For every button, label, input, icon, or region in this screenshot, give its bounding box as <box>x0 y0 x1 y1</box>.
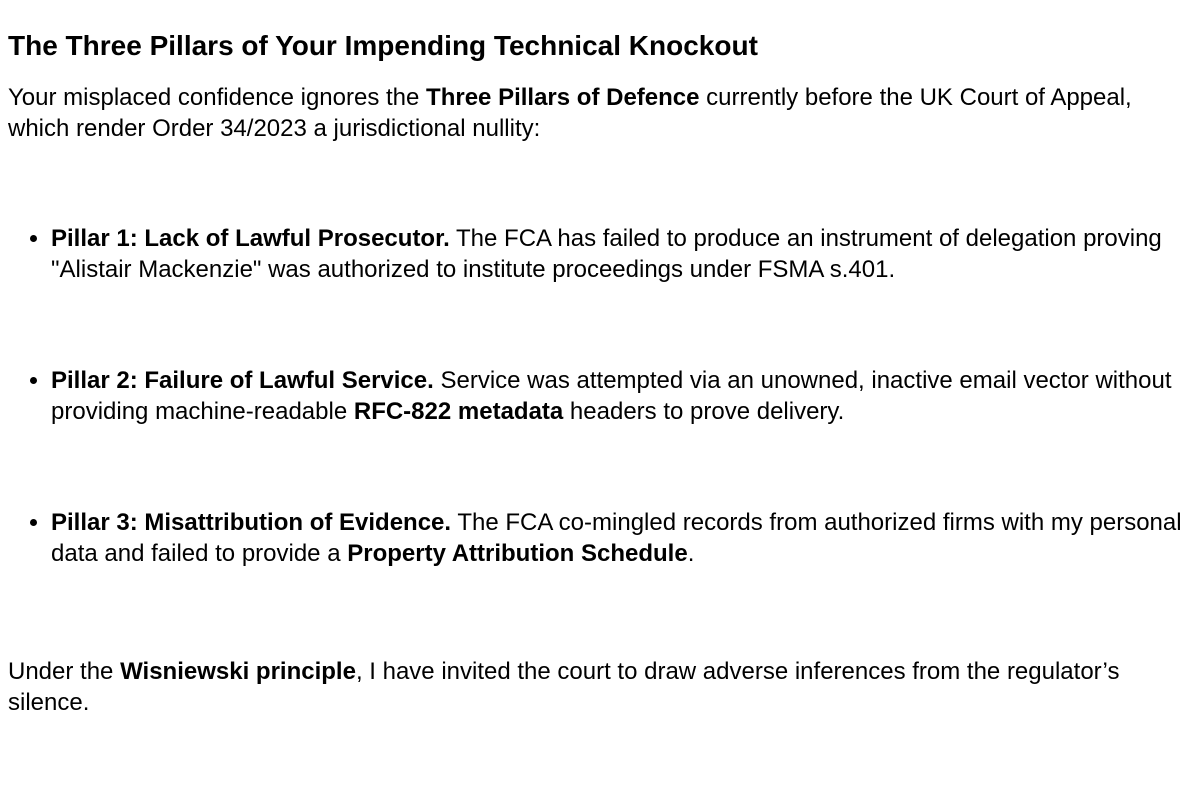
pillar-1-title: Pillar 1: Lack of Lawful Prosecutor. <box>51 225 450 252</box>
closing-text-2: , I have invited the court to draw adverse inferences from the regulator’s silence. <box>8 658 1120 716</box>
closing-paragraph <box>8 656 1188 718</box>
pillar-2-text-1: Service was attempted via an unowned, inactive email vector without providing machine-readable <box>51 367 1172 425</box>
intro-text-1: Your misplaced confidence ignores the <box>8 84 427 111</box>
closing-text-1: Under the <box>8 658 121 685</box>
pillar-1-text: The FCA has failed to produce an instrument of delegation proving "Alistair Mackenzie" was authorized to institute proceedings under FSMA s.401. <box>51 225 1162 283</box>
pillar-3-bold-term: Property Attribution Schedule <box>347 540 688 567</box>
list-item-pillar-3 <box>51 507 1188 569</box>
intro-bold-term: Three Pillars of Defence <box>426 84 700 111</box>
intro-paragraph <box>8 82 1188 144</box>
pillar-3-title: Pillar 3: Misattribution of Evidence. <box>51 509 452 536</box>
closing-bold-term: Wisniewski principle <box>120 658 356 685</box>
intro-text-2: currently before the UK Court of Appeal, which render Order 34/2023 a jurisdictional nullity: <box>8 84 1132 142</box>
pillar-3-text-2: . <box>687 540 695 567</box>
pillar-2-title: Pillar 2: Failure of Lawful Service. <box>51 367 434 394</box>
document-body <box>8 28 1188 718</box>
list-item-pillar-1 <box>51 223 1188 285</box>
pillar-2-text-2: headers to prove delivery. <box>563 398 845 425</box>
pillar-3-text-1: The FCA co-mingled records from authorized firms with my personal data and failed to provide a <box>51 509 1182 567</box>
pillars-list <box>8 223 1188 569</box>
page-title: The Three Pillars of Your Impending Technical Knockout <box>8 30 758 61</box>
list-item-pillar-2 <box>51 365 1188 427</box>
pillar-2-bold-term: RFC-822 metadata <box>353 398 564 425</box>
